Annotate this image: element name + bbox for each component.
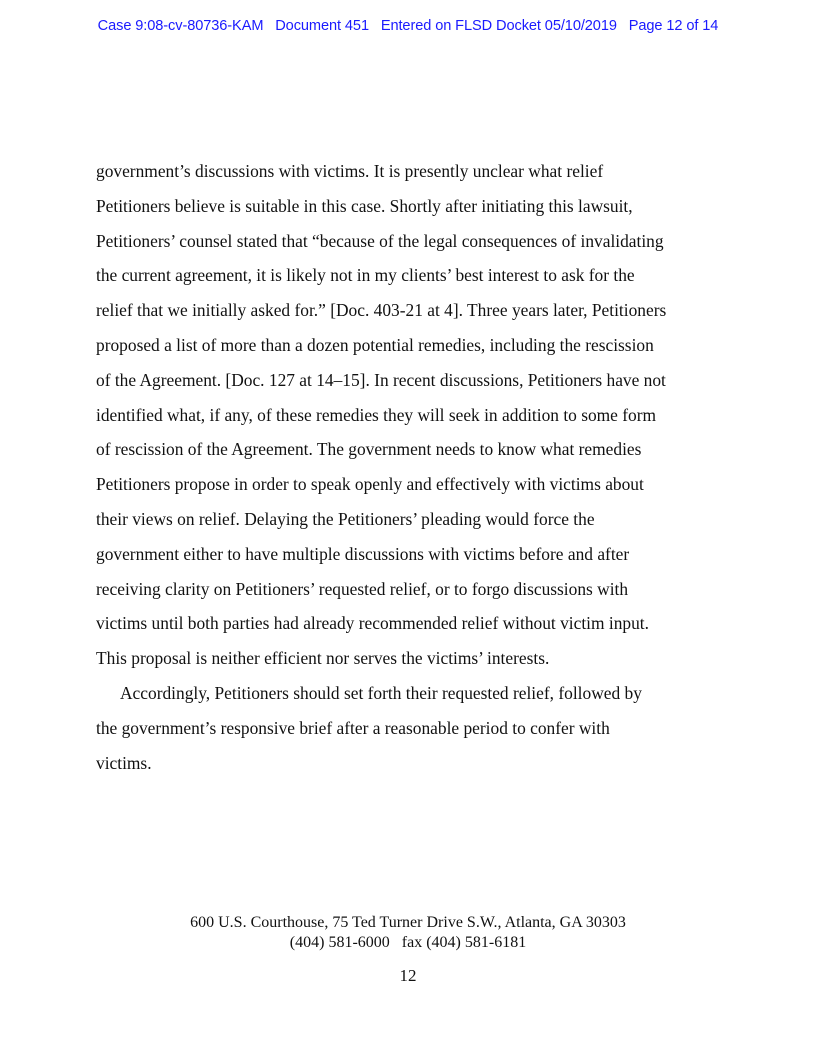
docket-header-stamp: Case 9:08-cv-80736-KAM Document 451 Entered on FLSD Docket 05/10/2019 Page 12 of 14 <box>97 18 719 34</box>
text-line: victims. <box>96 752 152 773</box>
text-line: victims until both parties had already recommended relief without victim input. <box>96 613 649 634</box>
footer-phone-fax: (404) 581-6000 fax (404) 581-6181 <box>289 934 527 951</box>
text-line: the government’s responsive brief after a reasonable period to confer with <box>96 717 610 738</box>
text-line: Accordingly, Petitioners should set forth their requested relief, followed by <box>120 682 642 703</box>
document-body <box>96 154 736 780</box>
text-line: of the Agreement. [Doc. 127 at 14–15]. In recent discussions, Petitioners have not <box>96 369 666 390</box>
text-line: the current agreement, it is likely not in my clients’ best interest to ask for the <box>96 265 635 286</box>
text-line: receiving clarity on Petitioners’ requested relief, or to forgo discussions with <box>96 578 629 599</box>
footer-address: 600 U.S. Courthouse, 75 Ted Turner Drive S.W., Atlanta, GA 30303 <box>190 914 626 931</box>
paragraph-2 <box>96 676 736 780</box>
text-line: their views on relief. Delaying the Petitioners’ pleading would force the <box>96 508 595 529</box>
page-number: 12 <box>399 966 417 985</box>
text-line: Petitioners’ counsel stated that “because of the legal consequences of invalidating <box>96 230 664 251</box>
text-line: of rescission of the Agreement. The government needs to know what remedies <box>96 439 642 460</box>
text-line: proposed a list of more than a dozen potential remedies, including the rescission <box>96 334 654 355</box>
text-line: Petitioners propose in order to speak openly and effectively with victims about <box>96 474 644 495</box>
paragraph-1 <box>96 154 736 676</box>
text-line: government either to have multiple discussions with victims before and after <box>96 543 630 564</box>
text-line: identified what, if any, of these remedies they will seek in addition to some form <box>96 404 657 425</box>
text-line: This proposal is neither efficient nor serves the victims’ interests. <box>96 648 550 669</box>
text-line: Petitioners believe is suitable in this case. Shortly after initiating this lawsuit, <box>96 195 633 216</box>
text-line: relief that we initially asked for.” [Doc. 403-21 at 4]. Three years later, Petitioners <box>96 300 667 321</box>
text-line: government’s discussions with victims. It is presently unclear what relief <box>96 161 604 181</box>
